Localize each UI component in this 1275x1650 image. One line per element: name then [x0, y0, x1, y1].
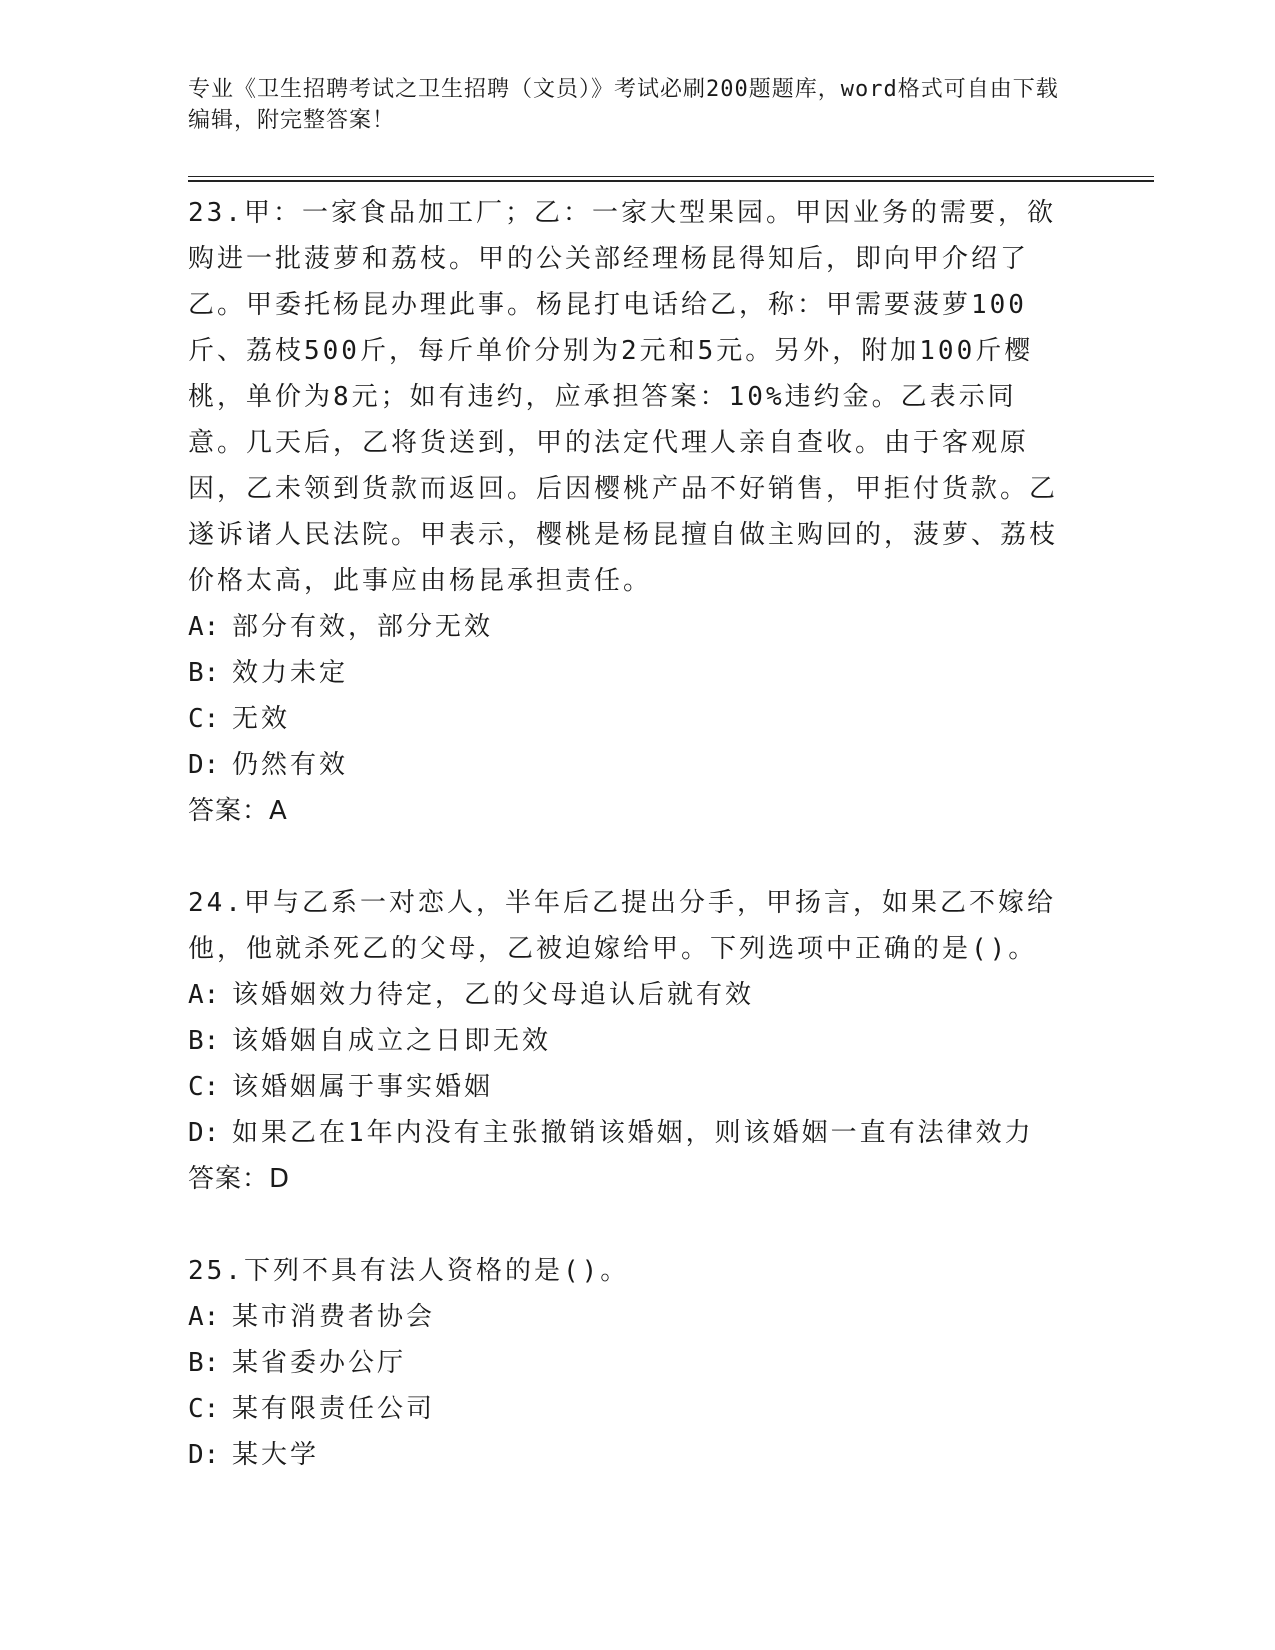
option-key: B:: [188, 1348, 220, 1378]
option-key: A:: [188, 980, 220, 1010]
answer-line: 答案：A: [188, 796, 288, 826]
option-key: D:: [188, 750, 220, 780]
option-key: D:: [188, 1440, 220, 1470]
question-25: [188, 1248, 1068, 1478]
option-a: [188, 972, 1068, 1018]
option-b: [188, 1340, 1068, 1386]
question-text: 25.下列不具有法人资格的是()。: [188, 1256, 630, 1286]
question-text: 23.甲：一家食品加工厂；乙：一家大型果园。甲因业务的需要，欲购进一批菠萝和荔枝。甲的公关部经理杨昆得知后，即向甲介绍了乙。甲委托杨昆办理此事。杨昆打电话给乙，称：甲需要菠萝100斤、荔枝500斤，每斤单价分别为2元和5元。另外，附加100斤樱桃，单价为8元；如有违约，应承担答案：10%违约金。乙表示同意。几天后，乙将货送到，甲的法定代理人亲自查收。由于客观原因，乙未领到货款而返回。后因樱桃产品不好销售，甲拒付货款。乙遂诉诸人民法院。甲表示，樱桃是杨昆擅自做主购回的，菠萝、荔枝价格太高，此事应由杨昆承担责任。: [188, 198, 1059, 596]
option-text: 仍然有效: [232, 750, 349, 780]
option-a: [188, 1294, 1068, 1340]
option-b: [188, 650, 1068, 696]
option-key: A:: [188, 612, 220, 642]
header-intro-text: 专业《卫生招聘考试之卫生招聘（文员）》考试必刷200题题库，word格式可自由下载编辑，附完整答案！: [188, 77, 1059, 133]
document-header: [188, 74, 1078, 136]
option-c: [188, 1064, 1068, 1110]
option-text: 该婚姻自成立之日即无效: [232, 1026, 552, 1056]
option-c: [188, 1386, 1068, 1432]
option-key: B:: [188, 658, 220, 688]
spacer: [188, 1202, 1068, 1248]
option-d: [188, 742, 1068, 788]
spacer: [188, 834, 1068, 880]
option-key: C:: [188, 704, 220, 734]
header-divider-thick: [188, 180, 1154, 182]
question-23: [188, 190, 1068, 834]
option-text: 某有限责任公司: [232, 1394, 436, 1424]
option-a: [188, 604, 1068, 650]
option-d: [188, 1432, 1068, 1478]
option-key: C:: [188, 1072, 220, 1102]
option-c: [188, 696, 1068, 742]
option-key: D:: [188, 1118, 220, 1148]
answer-line: 答案：D: [188, 1164, 291, 1194]
option-text: 效力未定: [232, 658, 349, 688]
option-text: 某省委办公厅: [232, 1348, 407, 1378]
option-key: A:: [188, 1302, 220, 1332]
option-d: [188, 1110, 1068, 1156]
question-text: 24.甲与乙系一对恋人，半年后乙提出分手，甲扬言，如果乙不嫁给他，他就杀死乙的父母，乙被迫嫁给甲。下列选项中正确的是()。: [188, 888, 1056, 964]
option-key: C:: [188, 1394, 220, 1424]
question-list: [188, 190, 1068, 1478]
header-divider-thin: [188, 176, 1154, 177]
option-key: B:: [188, 1026, 220, 1056]
option-text: 该婚姻效力待定，乙的父母追认后就有效: [232, 980, 755, 1010]
option-text: 如果乙在1年内没有主张撤销该婚姻，则该婚姻一直有法律效力: [232, 1118, 1034, 1148]
option-text: 该婚姻属于事实婚姻: [232, 1072, 494, 1102]
option-text: 部分有效，部分无效: [232, 612, 494, 642]
option-text: 无效: [232, 704, 291, 734]
question-24: [188, 880, 1068, 1202]
option-b: [188, 1018, 1068, 1064]
option-text: 某市消费者协会: [232, 1302, 436, 1332]
option-text: 某大学: [232, 1440, 320, 1470]
